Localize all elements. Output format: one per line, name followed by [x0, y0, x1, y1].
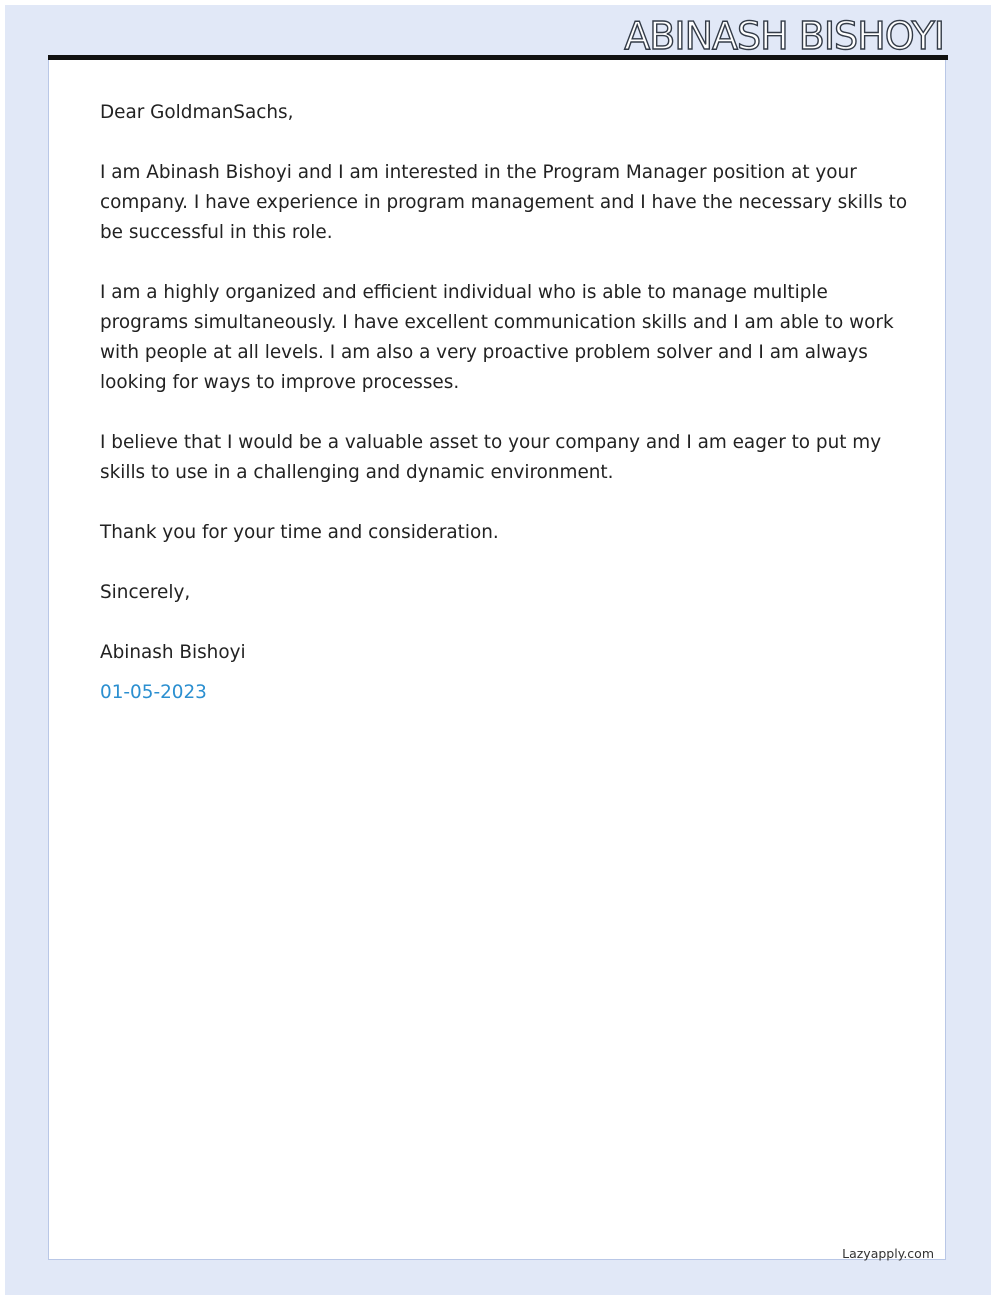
- paragraph-intro: I am Abinash Bishoyi and I am interested in the Program Manager position at your company. I have experience in program management and I have the necessary skills to be successful in this role.: [100, 162, 908, 243]
- letter-date: 01-05-2023: [100, 682, 207, 703]
- cover-letter-body: [100, 98, 910, 708]
- applicant-name-heading: ABINASH BISHOYI: [624, 14, 944, 58]
- paragraph-thanks: Thank you for your time and consideration.: [100, 522, 499, 543]
- paragraph-skills: I am a highly organized and efficient individual who is able to manage multiple programs simultaneously. I have excellent communication skills and I am able to work with people at all levels. I am also a very proactive problem solver and I am always looking for ways to improve processes.: [100, 282, 894, 393]
- signature: Abinash Bishoyi: [100, 642, 246, 663]
- paragraph-value: I believe that I would be a valuable asset to your company and I am eager to put my skills to use in a challenging and dynamic environment.: [100, 432, 882, 483]
- footer-credit: Lazyapply.com: [842, 1246, 934, 1261]
- closing: Sincerely,: [100, 582, 191, 603]
- salutation: Dear GoldmanSachs,: [100, 102, 294, 123]
